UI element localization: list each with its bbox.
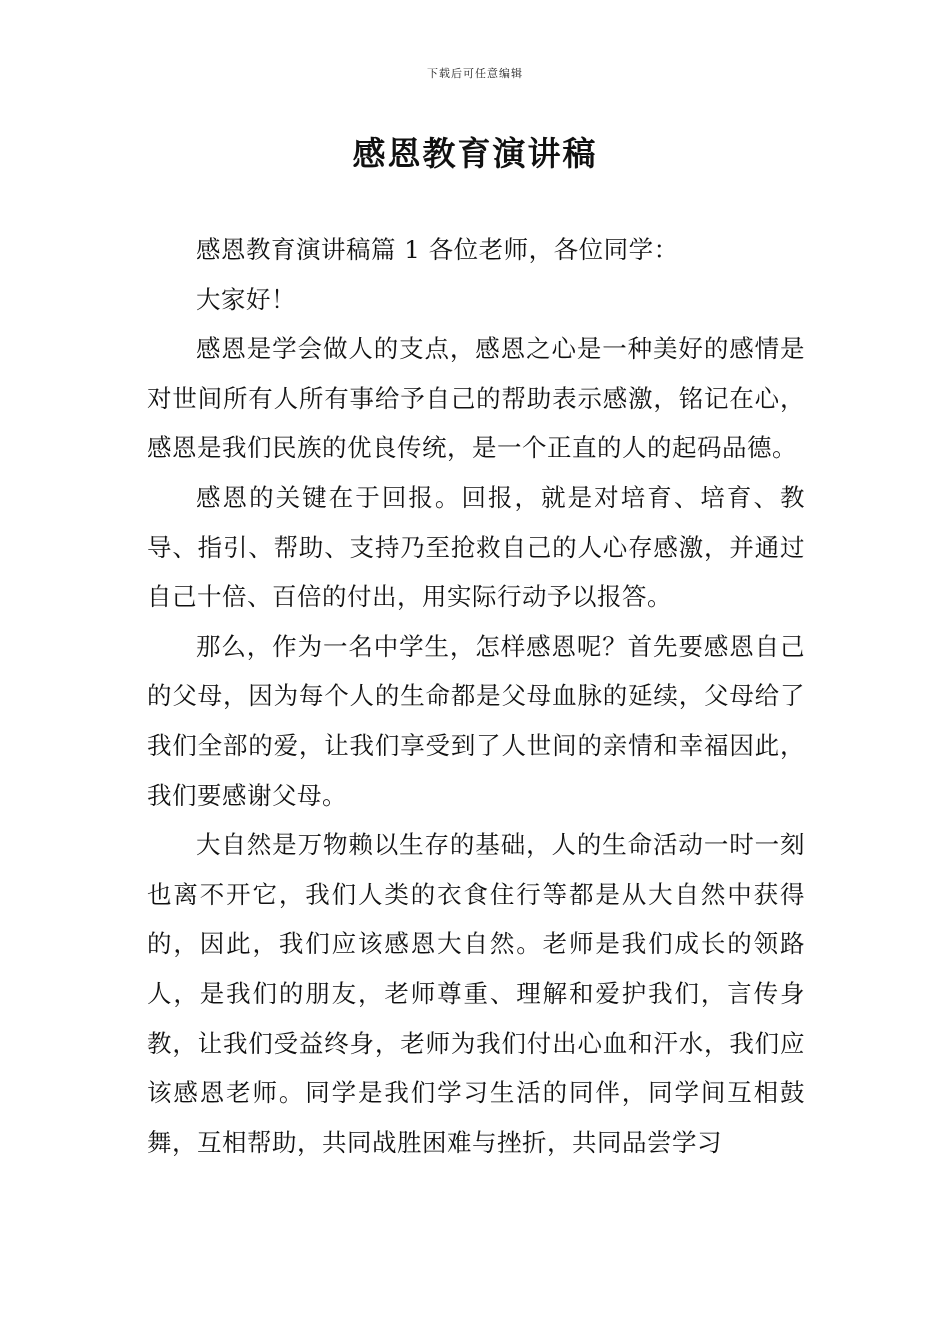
header-note: 下载后可任意编辑	[427, 67, 523, 80]
paragraph-hello: 大家好！	[196, 284, 296, 314]
paragraph-gratitude-definition: 感恩是学会做人的支点，感恩之心是一种美好的感情是对世间所有人所有事给予自己的帮助表示感激，铭记在心，感恩是我们民族的优良传统，是一个正直的人的起码品德。	[147, 334, 805, 463]
paragraph-parents: 那么，作为一名中学生，怎样感恩呢？首先要感恩自己的父母，因为每个人的生命都是父母血脉的延续，父母给了我们全部的爱，让我们享受到了人世间的亲情和幸福因此，我们要感谢父母。	[147, 631, 805, 810]
document-title: 感恩教育演讲稿	[352, 134, 598, 173]
paragraph-nature-teachers-classmates: 大自然是万物赖以生存的基础，人的生命活动一时一刻也离不开它，我们人类的衣食住行等都是从大自然中获得的，因此，我们应该感恩大自然。老师是我们成长的领路人，是我们的朋友，老师尊重、理解和爱护我们，言传身教，让我们受益终身，老师为我们付出心血和汗水，我们应该感恩老师。同学是我们学习生活的同伴，同学间互相鼓舞，互相帮助，共同战胜困难与挫折，共同品尝学习	[147, 830, 805, 1157]
paragraph-repayment: 感恩的关键在于回报。回报，就是对培育、培育、教导、指引、帮助、支持乃至抢救自己的人心存感激，并通过自己十倍、百倍的付出，用实际行动予以报答。	[147, 482, 805, 612]
paragraph-greeting-line: 感恩教育演讲稿篇 1 各位老师，各位同学：	[196, 235, 679, 264]
document-body	[147, 225, 805, 1167]
